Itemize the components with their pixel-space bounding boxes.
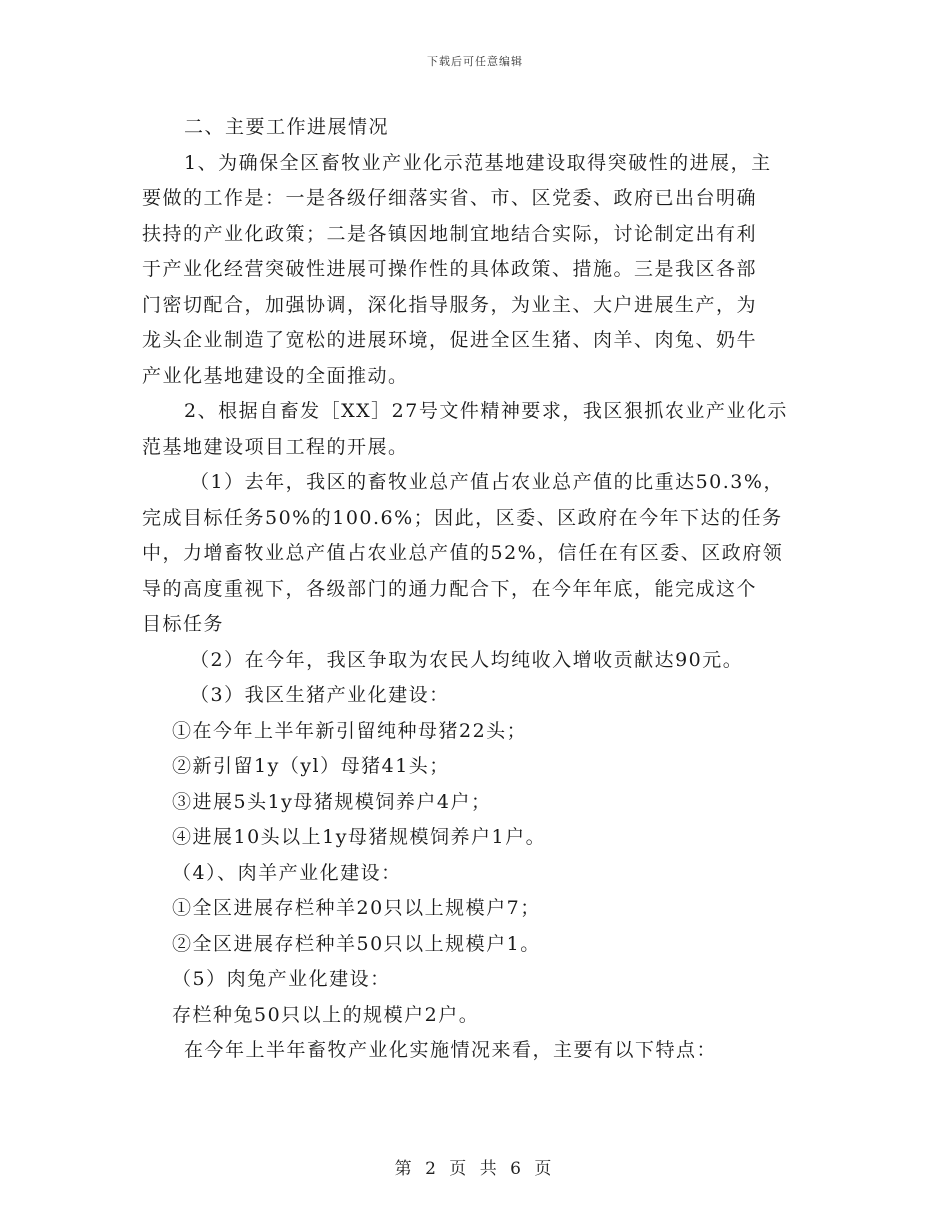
paragraph-line: （3）我区生猪产业化建设： — [190, 684, 450, 706]
document-body — [142, 110, 822, 1069]
paragraph-line: 1、为确保全区畜牧业产业化示范基地建设取得突破性的进展，主 — [184, 151, 772, 174]
list-item: ①在今年上半年新引留纯种母猪22头； — [172, 719, 528, 742]
page-header: 下载后可任意编辑 — [427, 55, 523, 68]
paragraph-line: 扶持的产业化政策；二是各镇因地制宜地结合实际，讨论制定出有利 — [142, 222, 758, 245]
list-item: ①全区进展存栏种羊20只以上规模户7； — [172, 897, 541, 919]
paragraph-line: （4）、肉羊产业化建设： — [172, 861, 402, 884]
paragraph-line: 于产业化经营突破性进展可操作性的具体政策、措施。三是我区各部 — [142, 258, 758, 280]
page-number: 第 2 页 共 6 页 — [394, 1159, 556, 1179]
paragraph-line: 产业化基地建设的全面推动。 — [142, 364, 409, 387]
paragraph-line: 完成目标任务50%的100.6%；因此，区委、区政府在今年下达的任务 — [142, 506, 783, 529]
list-item: ②新引留1y（yl）母猪41头； — [172, 755, 450, 777]
paragraph-line: 存栏种兔50只以上的规模户2户。 — [172, 1003, 480, 1026]
paragraph-line: 目标任务 — [142, 613, 225, 635]
paragraph-line: 龙头企业制造了宽松的进展环境，促进全区生猪、肉羊、肉兔、奶牛 — [142, 329, 758, 351]
list-item: ②全区进展存栏种羊50只以上规模户1。 — [172, 932, 541, 955]
paragraph-line: 范基地建设项目工程的开展。 — [142, 435, 409, 458]
paragraph-line: 门密切配合，加强协调，深化指导服务，为业主、大户进展生产，为 — [142, 293, 758, 316]
list-item: ③进展5头1y母猪规模饲养户4户； — [172, 790, 492, 813]
paragraph-line: 导的高度重视下，各级部门的通力配合下，在今年年底，能完成这个 — [142, 577, 758, 600]
paragraph-line: （2）在今年，我区争取为农民人均纯收入增收贡献达90元。 — [190, 648, 744, 671]
section-heading: 二、主要工作进展情况 — [184, 116, 390, 138]
paragraph-line: 在今年上半年畜牧产业化实施情况来看，主要有以下特点： — [184, 1039, 718, 1061]
paragraph-line: （1）去年，我区的畜牧业总产值占农业总产值的比重达50.3%， — [190, 471, 784, 493]
list-item: ④进展10头以上1y母猪规模饲养户1户。 — [172, 826, 547, 848]
paragraph-line: 要做的工作是：一是各级仔细落实省、市、区党委、政府已出台明确 — [142, 187, 758, 209]
paragraph-line: 中，力增畜牧业总产值占农业总产值的52%，信任在有区委、区政府领 — [142, 542, 784, 564]
paragraph-line: 2、根据自畜发［XX］27号文件精神要求，我区狠抓农业产业化示 — [184, 400, 788, 422]
paragraph-line: （5）肉兔产业化建设： — [172, 968, 391, 990]
